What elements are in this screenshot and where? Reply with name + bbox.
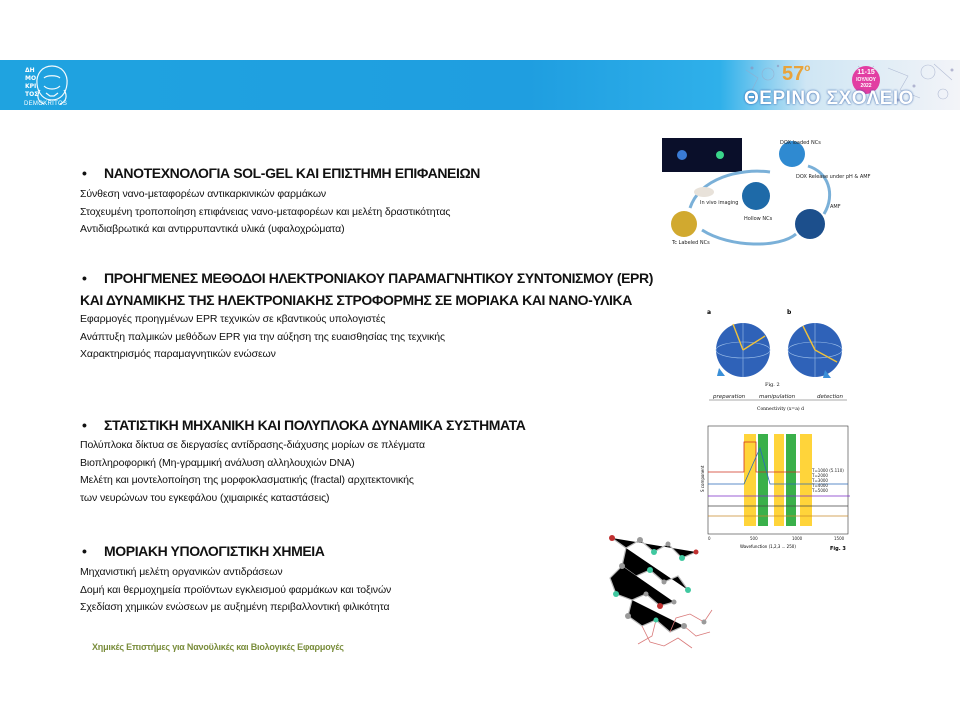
section-item: Χαρακτηρισμός παραμαγνητικών ενώσεων	[80, 348, 276, 360]
section-item: Βιοπληροφορική (Μη-γραμμική ανάλυση αλληλουχιών DNA)	[80, 456, 355, 469]
panel-b-label: b	[787, 309, 792, 316]
plot-ylabel: S component	[700, 465, 705, 492]
svg-text:ΤΟΣ: ΤΟΣ	[25, 91, 39, 98]
section-heading: • ΠΡΟΗΓΜΕΝΕΣ ΜΕΘΟΔΟΙ ΗΛΕΚΤΡΟΝΙΑΚΟΥ ΠΑΡΑΜΑΓΝΗΤΙΚΟΥ ΣΥΝΤΟΝΙΣΜΟΥ (EPR)	[82, 270, 653, 286]
svg-text:ΜΟ: ΜΟ	[25, 75, 37, 82]
svg-text:ΔΗ: ΔΗ	[25, 67, 35, 74]
section-heading: • ΣΤΑΤΙΣΤΙΚΗ ΜΗΧΑΝΙΚΗ ΚΑΙ ΠΟΛΥΠΛΟΚΑ ΔΥΝΑΜΙΚΑ ΣΥΣΤΗΜΑΤΑ	[82, 417, 526, 433]
section-heading: • ΝΑΝΟΤΕΧΝΟΛΟΓΙΑ SOL-GEL ΚΑΙ ΕΠΙΣΤΗΜΗ ΕΠΙΦΑΝΕΙΩΝ	[82, 165, 480, 181]
fig1-label: In vivo imaging	[700, 200, 739, 206]
amf-sphere	[795, 209, 825, 239]
svg-text:ΚΡΙ: ΚΡΙ	[25, 83, 37, 90]
section-item: Σύνθεση νανο-μεταφορέων αντικαρκινικών φαρμάκων	[80, 188, 327, 200]
footer-note: Χημικές Επιστήμες για Νανοϋλικές και Βιολογικές Εφαρμογές	[92, 642, 344, 652]
section-item: των νευρώνων του εγκεφάλου (χιμαιρικές καταστάσεις)	[80, 491, 330, 504]
school-title: ΘΕΡΙΝΟ ΣΧΟΛΕΙΟ	[744, 88, 914, 109]
section-item: Αντιδιαβρωτικά και αντιρρυπαντικά υλικά (υφαλοχρώματα)	[80, 223, 345, 235]
section-item: Πολύπλοκα δίκτυα σε διεργασίες αντίδρασης-διάχυσης μορίων σε πλέγματα	[80, 439, 425, 451]
imaging-spot	[716, 151, 724, 159]
timeline-label: detection	[817, 394, 843, 400]
section-sol-gel	[80, 164, 480, 239]
bullet-icon: •	[82, 270, 87, 286]
arrow-icon	[717, 368, 725, 376]
fig1-label: Hollow NCs	[744, 216, 773, 222]
hollow-nc-sphere	[742, 182, 770, 210]
legend-entry: T=2000	[812, 473, 828, 478]
fig1-label: DOX loaded NCs	[780, 140, 821, 146]
epr-figure	[705, 306, 851, 424]
legend-entry: T=1000 (5.110)	[812, 468, 844, 473]
fig2-caption: Fig. 2	[765, 382, 780, 388]
x-tick-label: 500	[750, 536, 758, 541]
section-computational-chemistry	[80, 542, 391, 617]
fig3-caption: Fig. 3	[830, 546, 846, 552]
school-date-year: 2022	[860, 83, 872, 89]
plot-xlabel: Wavefunction (1,2,3 ... 250)	[740, 544, 796, 549]
section-heading: • ΜΟΡΙΑΚΗ ΥΠΟΛΟΓΙΣΤΙΚΗ ΧΗΜΕΙΑ	[82, 543, 325, 559]
tc-labeled-nc-sphere	[671, 211, 697, 237]
legend-entry: T=3000	[812, 478, 828, 483]
in-vivo-imaging-panel	[662, 138, 742, 172]
fig1-label: AMF	[830, 204, 841, 210]
x-tick-label: 0	[708, 536, 711, 541]
nanocarrier-figure	[660, 138, 871, 250]
section-item: Σχεδίαση χημικών ενώσεων με αυξημένη περιβαλλοντική φιλικότητα	[80, 601, 390, 613]
stat-plot-figure	[700, 422, 858, 554]
section-item: Μηχανιστική μελέτη οργανικών αντιδράσεων	[80, 566, 283, 578]
bullet-icon: •	[82, 543, 87, 559]
section-statistical-mechanics	[80, 416, 525, 507]
timeline-label: manipulation	[759, 394, 796, 400]
legend-entry: T=4000	[812, 483, 828, 488]
section-item: Μελέτη και μοντελοποίηση της μορφοκλασματικής (fractal) αρχιτεκτονικής	[80, 474, 414, 486]
bands	[744, 434, 812, 526]
fig1-label: Tc Labeled NCs	[672, 240, 710, 246]
panel-a-label: a	[707, 309, 712, 316]
section-item: Εφαρμογές προηγμένων EPR τεχνικών σε κβαντικούς υπολογιστές	[80, 313, 386, 325]
school-date-month: ΙΟΥΛΙΟΥ	[856, 77, 876, 83]
molecule-figure	[592, 518, 722, 658]
fig1-label: DOX Release under pH & AMF	[796, 174, 871, 180]
school-date-days: 11-15	[857, 69, 875, 76]
x-tick-label: 1500	[834, 536, 845, 541]
section-item: Στοχευμένη τροποποίηση επιφάνειας νανο-μεταφορέων και μελέτη δραστικότητας	[80, 205, 451, 218]
section-epr	[80, 269, 653, 364]
mouse-icon	[694, 187, 714, 197]
bullet-icon: •	[82, 165, 87, 181]
bullet-icon: •	[82, 417, 87, 433]
logo-name: DEMOKRITOS	[24, 101, 68, 107]
school-number: $57^o$	[782, 63, 811, 85]
x-tick-label: 1000	[792, 536, 803, 541]
legend-entry: T=5000	[812, 488, 828, 493]
timeline-sub: Connectivity (x=a) d	[757, 407, 804, 412]
section-item: Δομή και θερμοχημεία προϊόντων εγκλεισμού φαρμάκων και τοξινών	[80, 583, 392, 596]
section-item: Ανάπτυξη παλμικών μεθόδων EPR για την αύξηση της ευαισθησίας της τεχνικής	[80, 330, 446, 343]
imaging-spot	[677, 150, 687, 160]
timeline-label: preparation	[713, 394, 746, 400]
section-heading-line-2: ΚΑΙ ΔΥΝΑΜΙΚΗΣ ΤΗΣ ΗΛΕΚΤΡΟΝΙΑΚΗΣ ΣΤΡΟΦΟΡΜΗΣ ΣΕ ΜΟΡΙΑΚΑ ΚΑΙ ΝΑΝΟ-ΥΛΙΚΑ	[80, 292, 632, 308]
